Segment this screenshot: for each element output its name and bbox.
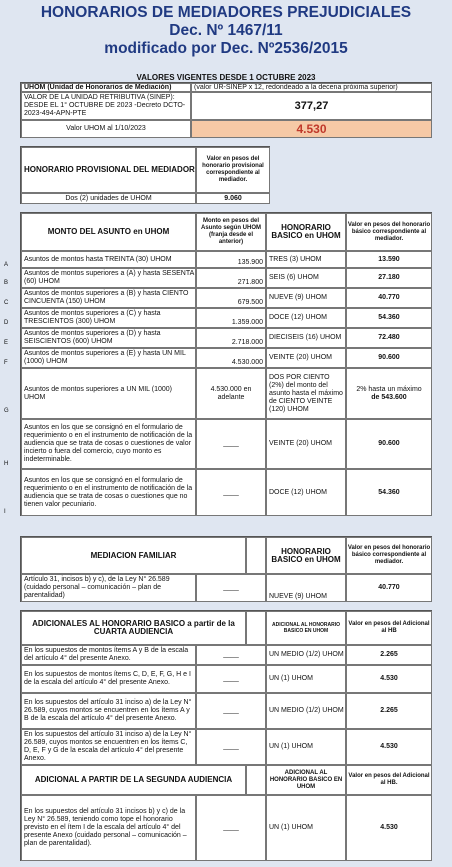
header-pesos: Monto en pesos del Asunto según UHOM (franja desde el anterior) [196, 213, 266, 251]
table-row-desc: Asuntos de montos superiores a UN MIL (1000) UHOM [21, 368, 196, 419]
row-letter: C [4, 300, 9, 306]
table-row-pesos: 4.530.000 en adelante [196, 368, 266, 419]
table-row-pesos: 4.530.000 [196, 348, 266, 368]
provisional-col-header: Valor en pesos del honorario provisional correspondiente al mediador. [196, 147, 270, 193]
provisional-table [20, 146, 270, 204]
decree-modification: modificado por Dec. Nº2536/2015 [104, 40, 348, 57]
table-row-desc: Asuntos de montos superiores a (C) y hasta TRESCIENTOS (300) UHOM [21, 308, 196, 328]
ur-label: VALOR DE LA UNIDAD RETRIBUTIVA (SINEP): DESDE EL 1° OCTUBRE DE 2023 -Decreto DCTO-2023-494-APN-PTE [21, 92, 191, 120]
table-row-desc: Asuntos en los que se consignó en el formulario de requerimiento o en el instrumento de notificación de la audiencia que se trata de cosas o cuestiones de valor incierto o fuera del comercio, cuyo monto es indeterminable. [21, 419, 196, 469]
table-row-valor: 90.600 [346, 419, 432, 469]
table-row-desc: En los supuestos del artículo 31 inciso a) de la Ley N° 26.589, cuyos montos se encuentren en los ítems C, D, E, F y G de la escala del artículo 4° del presente Anexo. [21, 729, 196, 765]
table-row-valor: 4.530 [346, 665, 432, 693]
provisional-label: HONORARIO PROVISIONAL DEL MEDIADOR [21, 147, 196, 193]
header-basico: HONORARIO BASICO en UHOM [266, 213, 346, 251]
adicionales-header-spacer [246, 611, 266, 645]
table-row-valor [346, 368, 432, 419]
header-valor: Valor en pesos del honorario básico correspondiente al mediador. [346, 213, 432, 251]
table-row-desc: Asuntos de montos superiores a (E) y hasta UN MIL (1000) UHOM [21, 348, 196, 368]
table-row-basico: DOCE (12) UHOM [266, 469, 346, 516]
familiar-valor: 40.770 [346, 574, 432, 602]
table-row-valor: 40.770 [346, 288, 432, 308]
table-row-basico: NUEVE (9) UHOM [266, 288, 346, 308]
table-row-pesos: ____ [196, 729, 266, 765]
page-title: HONORARIOS DE MEDIADORES PREJUDICIALES [40, 4, 412, 21]
row-g-valor-b: de 543.600 [371, 393, 407, 401]
adicionales-2-header: ADICIONAL A PARTIR DE LA SEGUNDA AUDIENCIA [21, 765, 246, 795]
adicionales-2-header-valor: Valor en pesos del Adicional al HB. [346, 765, 432, 795]
ur-value: 377,27 [191, 92, 432, 120]
familiar-table [20, 536, 432, 602]
table-row-basico: UN MEDIO (1/2) UHOM [266, 693, 346, 729]
uhom-label: UHOM (Unidad de Honorarios de Mediación) [21, 83, 191, 92]
row-letter: I [4, 509, 6, 515]
uhom-formula: (valor UR-SINEP x 12, redondeado a la decena próxima superior) [191, 83, 432, 92]
table-row-pesos: 679.500 [196, 288, 266, 308]
table-row-pesos: 1.359.000 [196, 308, 266, 328]
table-row-basico: DOS POR CIENTO (2%) del monto del asunto hasta el máximo de CIENTO VEINTE (120) UHOM [266, 368, 346, 419]
row-letter: H [4, 461, 9, 467]
familiar-desc: Artículo 31, incisos b) y c), de la Ley N° 26.589 (cuidado personal – comunicación – plan de parentalidad) [21, 574, 196, 602]
table-row-pesos: ____ [196, 469, 266, 516]
adicionales-2-header-basico: ADICIONAL AL HONORARIO BASICO EN UHOM [266, 765, 346, 795]
table-row-pesos: 2.718.000 [196, 328, 266, 348]
table-row-desc: En los supuestos de montos ítems C, D, E, F, G, H e I de la escala del artículo 4° del presente Anexo. [21, 665, 196, 693]
provisional-units: Dos (2) unidades de UHOM [21, 193, 196, 204]
row-letter: F [4, 360, 8, 366]
adicionales-header-valor: Valor en pesos del Adicional al HB [346, 611, 432, 645]
familiar-pesos: ____ [196, 574, 266, 602]
familiar-header-valor: Valor en pesos del honorario básico correspondiente al mediador. [346, 537, 432, 574]
table-row-pesos: 135.900 [196, 251, 266, 268]
table-row-desc: Asuntos en los que se consignó en el formulario de requerimiento o en el instrumento de notificación de la audiencia que se trata de cosas o cuestiones que no tienen valor pecuniario. [21, 469, 196, 516]
table-row-pesos: ____ [196, 665, 266, 693]
table-row-basico: UN (1) UHOM [266, 665, 346, 693]
table-row-basico: VEINTE (20) UHOM [266, 348, 346, 368]
table-row-valor: 13.590 [346, 251, 432, 268]
table-row-valor: 72.480 [346, 328, 432, 348]
table-row-valor: 4.530 [346, 795, 432, 861]
valores-heading: VALORES VIGENTES DESDE 1 OCTUBRE 2023 [136, 73, 316, 82]
row-letter: G [4, 408, 9, 414]
table-row-pesos: ____ [196, 795, 266, 861]
table-row-desc: En los supuestos del artículo 31 inciso a) de la Ley N° 26.589, cuyos montos se encuentren en los ítems A y B de la escala del artículo 4° del presente Anexo. [21, 693, 196, 729]
row-letter: B [4, 280, 9, 286]
adicionales-header-basico: ADICIONAL AL HONORARIO BASICO EN UHOM [266, 611, 346, 645]
table-row-valor: 4.530 [346, 729, 432, 765]
table-row-basico: UN (1) UHOM [266, 729, 346, 765]
table-row-basico: UN (1) UHOM [266, 795, 346, 861]
table-row-valor: 90.600 [346, 348, 432, 368]
row-g-valor-a: 2% hasta un máximo [356, 385, 422, 393]
table-row-basico: DOCE (12) UHOM [266, 308, 346, 328]
table-row-basico: DIECISEIS (16) UHOM [266, 328, 346, 348]
uhom-value-label: Valor UHOM al 1/10/2023 [21, 120, 191, 138]
table-row-pesos: ____ [196, 419, 266, 469]
table-row-valor: 2.265 [346, 693, 432, 729]
table-row-valor: 27.180 [346, 268, 432, 288]
table-row-desc: Asuntos de montos superiores a (D) y hasta SEISCIENTOS (600) UHOM [21, 328, 196, 348]
table-row-pesos: 271.800 [196, 268, 266, 288]
table-row-basico: VEINTE (20) UHOM [266, 419, 346, 469]
table-row-valor: 54.360 [346, 469, 432, 516]
adicionales-table [20, 610, 432, 861]
decree-number: Dec. Nº 1467/11 [169, 22, 283, 39]
row-letter: E [4, 340, 9, 346]
table-row-basico: SEIS (6) UHOM [266, 268, 346, 288]
header-monto: MONTO DEL ASUNTO en UHOM [21, 213, 196, 251]
table-row-valor: 54.360 [346, 308, 432, 328]
table-row-desc: En los supuestos de montos ítems A y B de la escala del artículo 4° del presente Anexo. [21, 645, 196, 665]
table-row-pesos: ____ [196, 693, 266, 729]
adicionales-header: ADICIONALES AL HONORARIO BASICO a partir de la CUARTA AUDIENCIA [21, 611, 246, 645]
table-row-pesos: ____ [196, 645, 266, 665]
main-table [20, 212, 432, 516]
familiar-header-spacer [246, 537, 266, 574]
table-row-desc: En los supuestos del artículo 31 incisos b) y c) de la Ley N° 26.589, teniendo como tope el honorario previsto en el ítem I de la escala del artículo 4° del presente Anexo (cuidado personal – comunicación – plan de parentalidad). [21, 795, 196, 861]
adicionales-2-header-spacer [246, 765, 266, 795]
row-letter: A [4, 262, 9, 268]
table-row-desc: Asuntos de montos hasta TREINTA (30) UHOM [21, 251, 196, 268]
table-row-basico: TRES (3) UHOM [266, 251, 346, 268]
table-row-valor: 2.265 [346, 645, 432, 665]
familiar-basico: NUEVE (9) UHOM [266, 574, 346, 602]
valores-table [20, 82, 432, 138]
table-row-basico: UN MEDIO (1/2) UHOM [266, 645, 346, 665]
provisional-value: 9.060 [196, 193, 270, 204]
row-letter: D [4, 320, 9, 326]
table-row-desc: Asuntos de montos superiores a (B) y hasta CIENTO CINCUENTA (150) UHOM [21, 288, 196, 308]
table-row-desc: Asuntos de montos superiores a (A) y hasta SESENTA (60) UHOM [21, 268, 196, 288]
uhom-value: 4.530 [191, 120, 432, 138]
familiar-header: MEDIACION FAMILIAR [21, 537, 246, 574]
familiar-header-basico: HONORARIO BASICO en UHOM [266, 537, 346, 574]
